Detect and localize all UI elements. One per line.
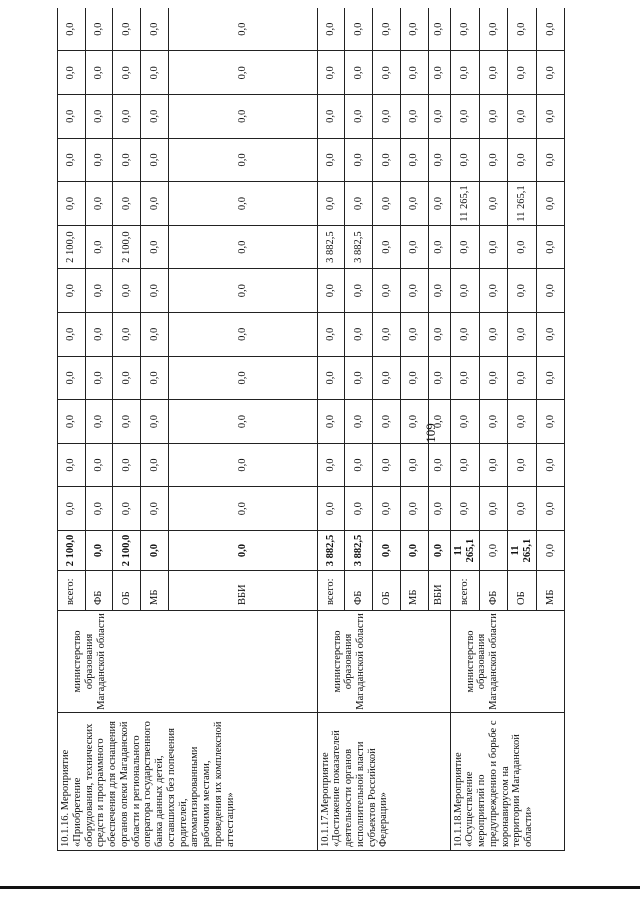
year-value-cell: 11 265,1 [507, 182, 536, 226]
year-value-cell: 0,0 [400, 313, 428, 357]
funding-source: всего: [58, 571, 86, 611]
year-value-cell: 0,0 [480, 313, 508, 357]
year-value-cell: 0,0 [113, 95, 141, 139]
year-value-cell: 0,0 [373, 356, 401, 400]
year-value-cell: 0,0 [428, 182, 450, 226]
year-value-cell: 0,0 [450, 487, 479, 531]
year-value-cell: 0,0 [113, 313, 141, 357]
year-value-cell: 0,0 [400, 138, 428, 182]
funding-source: МБ [537, 571, 565, 611]
year-value-cell: 0,0 [480, 443, 508, 487]
year-value-cell: 0,0 [480, 8, 508, 51]
total-cell: 0,0 [537, 531, 565, 571]
year-value-cell: 0,0 [537, 269, 565, 313]
year-value-cell: 0,0 [400, 400, 428, 444]
year-value-cell: 0,0 [507, 51, 536, 95]
year-value-cell: 0,0 [345, 356, 373, 400]
year-value-cell: 0,0 [428, 225, 450, 269]
year-value-cell: 0,0 [141, 487, 169, 531]
year-value-cell: 0,0 [450, 95, 479, 139]
year-value-cell: 0,0 [168, 443, 317, 487]
year-value-cell: 0,0 [58, 487, 86, 531]
year-value-cell: 2 100,0 [58, 225, 86, 269]
year-value-cell: 0,0 [85, 269, 113, 313]
year-value-cell: 0,0 [113, 443, 141, 487]
year-value-cell: 0,0 [345, 487, 373, 531]
year-value-cell: 0,0 [113, 182, 141, 226]
year-value-cell: 0,0 [345, 400, 373, 444]
year-value-cell: 0,0 [450, 269, 479, 313]
year-value-cell: 0,0 [373, 8, 401, 51]
year-value-cell: 0,0 [113, 400, 141, 444]
year-value-cell: 0,0 [450, 51, 479, 95]
year-value-cell: 0,0 [480, 269, 508, 313]
measure-executor: министерство образования Магаданской области [450, 611, 564, 713]
year-value-cell: 0,0 [428, 51, 450, 95]
year-value-cell: 0,0 [58, 8, 86, 51]
year-value-cell: 0,0 [507, 400, 536, 444]
year-value-cell: 0,0 [537, 8, 565, 51]
year-value-cell: 0,0 [85, 138, 113, 182]
year-value-cell: 0,0 [428, 356, 450, 400]
year-value-cell: 0,0 [58, 182, 86, 226]
year-value-cell: 0,0 [113, 269, 141, 313]
year-value-cell: 0,0 [537, 138, 565, 182]
total-cell: 11 265,1 [507, 531, 536, 571]
year-value-cell: 0,0 [400, 8, 428, 51]
year-value-cell: 0,0 [317, 51, 345, 95]
year-value-cell: 0,0 [317, 313, 345, 357]
year-value-cell: 0,0 [168, 138, 317, 182]
year-value-cell: 0,0 [113, 8, 141, 51]
year-value-cell: 0,0 [480, 487, 508, 531]
year-value-cell: 0,0 [317, 269, 345, 313]
funding-source: ВБИ [428, 571, 450, 611]
year-value-cell: 0,0 [480, 400, 508, 444]
year-value-cell: 0,0 [58, 51, 86, 95]
year-value-cell: 0,0 [400, 356, 428, 400]
year-value-cell: 0,0 [345, 95, 373, 139]
table-row [58, 8, 86, 851]
year-value-cell: 0,0 [480, 182, 508, 226]
year-value-cell: 0,0 [400, 269, 428, 313]
year-value-cell: 0,0 [168, 8, 317, 51]
year-value-cell: 0,0 [85, 51, 113, 95]
year-value-cell: 0,0 [113, 138, 141, 182]
year-value-cell: 0,0 [373, 400, 401, 444]
year-value-cell: 0,0 [85, 182, 113, 226]
year-value-cell: 0,0 [345, 138, 373, 182]
year-value-cell: 0,0 [168, 356, 317, 400]
year-value-cell: 0,0 [317, 138, 345, 182]
year-value-cell: 0,0 [345, 269, 373, 313]
year-value-cell: 0,0 [85, 225, 113, 269]
year-value-cell: 0,0 [168, 313, 317, 357]
year-value-cell: 0,0 [400, 95, 428, 139]
year-value-cell: 0,0 [168, 225, 317, 269]
year-value-cell: 0,0 [428, 487, 450, 531]
year-value-cell: 0,0 [373, 487, 401, 531]
year-value-cell: 0,0 [58, 313, 86, 357]
total-cell: 3 882,5 [317, 531, 345, 571]
year-value-cell: 0,0 [373, 138, 401, 182]
year-value-cell: 0,0 [507, 356, 536, 400]
total-cell: 0,0 [373, 531, 401, 571]
year-value-cell: 0,0 [537, 225, 565, 269]
budget-table-rotated [57, 8, 565, 851]
total-cell: 0,0 [141, 531, 169, 571]
year-value-cell: 0,0 [373, 225, 401, 269]
year-value-cell: 0,0 [373, 182, 401, 226]
year-value-cell: 0,0 [373, 269, 401, 313]
year-value-cell: 0,0 [400, 51, 428, 95]
year-value-cell: 0,0 [58, 400, 86, 444]
measure-title: 10.1.16. Мероприятие «Приобретение оборудования, технических средств и программного обеспечения для оснащения органов опеки Магаданской области и регионального оператора государственного банка данных детей, оставшихся без попечения родителей, автоматизированными рабочими местами, проведения их комплексной аттестации» [58, 713, 318, 851]
year-value-cell: 0,0 [113, 51, 141, 95]
funding-source: ОБ [113, 571, 141, 611]
year-value-cell: 0,0 [345, 443, 373, 487]
year-value-cell: 0,0 [141, 8, 169, 51]
funding-source: ОБ [373, 571, 401, 611]
measure-executor: министерство образования Магаданской области [58, 611, 318, 713]
year-value-cell: 0,0 [317, 95, 345, 139]
year-value-cell: 0,0 [113, 356, 141, 400]
year-value-cell: 0,0 [537, 400, 565, 444]
funding-source: МБ [141, 571, 169, 611]
year-value-cell: 0,0 [400, 182, 428, 226]
year-value-cell: 0,0 [373, 51, 401, 95]
year-value-cell: 0,0 [345, 313, 373, 357]
year-value-cell: 0,0 [428, 8, 450, 51]
year-value-cell: 0,0 [168, 487, 317, 531]
year-value-cell: 0,0 [480, 225, 508, 269]
year-value-cell: 0,0 [450, 356, 479, 400]
year-value-cell: 0,0 [345, 51, 373, 95]
budget-table [57, 8, 565, 851]
year-value-cell: 0,0 [428, 138, 450, 182]
year-value-cell: 0,0 [141, 182, 169, 226]
year-value-cell: 0,0 [141, 356, 169, 400]
year-value-cell: 0,0 [450, 8, 479, 51]
year-value-cell: 0,0 [58, 95, 86, 139]
year-value-cell: 0,0 [141, 95, 169, 139]
year-value-cell: 0,0 [168, 182, 317, 226]
table-row [317, 8, 345, 851]
year-value-cell: 0,0 [428, 443, 450, 487]
page-number: 109 [423, 423, 438, 443]
budget-table-wrapper [57, 8, 565, 851]
year-value-cell: 0,0 [450, 138, 479, 182]
year-value-cell: 0,0 [58, 269, 86, 313]
year-value-cell: 0,0 [85, 95, 113, 139]
year-value-cell: 0,0 [141, 269, 169, 313]
year-value-cell: 0,0 [480, 138, 508, 182]
funding-source: ФБ [345, 571, 373, 611]
funding-source: ВБИ [168, 571, 317, 611]
year-value-cell: 0,0 [507, 487, 536, 531]
year-value-cell: 0,0 [450, 313, 479, 357]
year-value-cell: 0,0 [400, 225, 428, 269]
year-value-cell: 0,0 [317, 487, 345, 531]
year-value-cell: 0,0 [85, 313, 113, 357]
total-cell: 0,0 [400, 531, 428, 571]
year-value-cell: 0,0 [507, 313, 536, 357]
year-value-cell: 0,0 [450, 400, 479, 444]
funding-source: ОБ [507, 571, 536, 611]
year-value-cell: 0,0 [537, 443, 565, 487]
total-cell: 2 100,0 [113, 531, 141, 571]
year-value-cell: 0,0 [141, 138, 169, 182]
year-value-cell: 0,0 [428, 269, 450, 313]
year-value-cell: 0,0 [428, 400, 450, 444]
year-value-cell: 0,0 [507, 443, 536, 487]
measure-executor: министерство образования Магаданской области [317, 611, 450, 713]
year-value-cell: 0,0 [317, 8, 345, 51]
year-value-cell: 0,0 [85, 356, 113, 400]
year-value-cell: 0,0 [113, 487, 141, 531]
year-value-cell: 0,0 [428, 95, 450, 139]
year-value-cell: 0,0 [168, 51, 317, 95]
funding-source: всего: [450, 571, 479, 611]
total-cell: 3 882,5 [345, 531, 373, 571]
year-value-cell: 0,0 [507, 138, 536, 182]
year-value-cell: 0,0 [373, 95, 401, 139]
year-value-cell: 0,0 [317, 400, 345, 444]
funding-source: ФБ [480, 571, 508, 611]
measure-title: 10.1.17.Мероприятие «Достижение показателей деятельности органов исполнительной власти субъектов Российской Федерации» [317, 713, 450, 851]
year-value-cell: 0,0 [373, 443, 401, 487]
year-value-cell: 0,0 [537, 487, 565, 531]
year-value-cell: 0,0 [400, 443, 428, 487]
year-value-cell: 0,0 [480, 51, 508, 95]
year-value-cell: 0,0 [345, 8, 373, 51]
funding-source: ФБ [85, 571, 113, 611]
total-cell: 0,0 [428, 531, 450, 571]
year-value-cell: 0,0 [537, 95, 565, 139]
total-cell: 2 100,0 [58, 531, 86, 571]
year-value-cell: 0,0 [428, 313, 450, 357]
year-value-cell: 0,0 [58, 443, 86, 487]
year-value-cell: 0,0 [58, 356, 86, 400]
year-value-cell: 0,0 [450, 443, 479, 487]
funding-source: МБ [400, 571, 428, 611]
total-cell: 0,0 [168, 531, 317, 571]
funding-source: всего: [317, 571, 345, 611]
year-value-cell: 0,0 [168, 95, 317, 139]
year-value-cell: 0,0 [450, 225, 479, 269]
year-value-cell: 0,0 [58, 138, 86, 182]
year-value-cell: 0,0 [85, 400, 113, 444]
measure-title: 10.1.18.Мероприятие «Осуществление мероприятий по предупреждению и борьбе с коронавирусом на территории Магаданской области» [450, 713, 564, 851]
year-value-cell: 0,0 [345, 182, 373, 226]
bottom-rule [0, 886, 640, 889]
total-cell: 0,0 [85, 531, 113, 571]
total-cell: 11 265,1 [450, 531, 479, 571]
total-cell: 0,0 [480, 531, 508, 571]
year-value-cell: 0,0 [141, 313, 169, 357]
year-value-cell: 0,0 [507, 95, 536, 139]
year-value-cell: 0,0 [480, 356, 508, 400]
year-value-cell: 0,0 [168, 269, 317, 313]
year-value-cell: 0,0 [85, 8, 113, 51]
year-value-cell: 0,0 [141, 225, 169, 269]
year-value-cell: 0,0 [480, 95, 508, 139]
year-value-cell: 0,0 [317, 182, 345, 226]
year-value-cell: 0,0 [141, 400, 169, 444]
year-value-cell: 0,0 [85, 443, 113, 487]
year-value-cell: 0,0 [537, 182, 565, 226]
year-value-cell: 0,0 [537, 51, 565, 95]
year-value-cell: 0,0 [373, 313, 401, 357]
year-value-cell: 0,0 [85, 487, 113, 531]
year-value-cell: 0,0 [537, 313, 565, 357]
year-value-cell: 0,0 [537, 356, 565, 400]
year-value-cell: 0,0 [168, 400, 317, 444]
year-value-cell: 0,0 [141, 51, 169, 95]
year-value-cell: 0,0 [141, 443, 169, 487]
budget-table-body [58, 8, 565, 851]
year-value-cell: 11 265,1 [450, 182, 479, 226]
year-value-cell: 3 882,5 [345, 225, 373, 269]
year-value-cell: 2 100,0 [113, 225, 141, 269]
year-value-cell: 0,0 [507, 269, 536, 313]
year-value-cell: 0,0 [317, 356, 345, 400]
table-row [450, 8, 479, 851]
year-value-cell: 0,0 [507, 225, 536, 269]
year-value-cell: 0,0 [317, 443, 345, 487]
year-value-cell: 0,0 [507, 8, 536, 51]
year-value-cell: 0,0 [400, 487, 428, 531]
year-value-cell: 3 882,5 [317, 225, 345, 269]
